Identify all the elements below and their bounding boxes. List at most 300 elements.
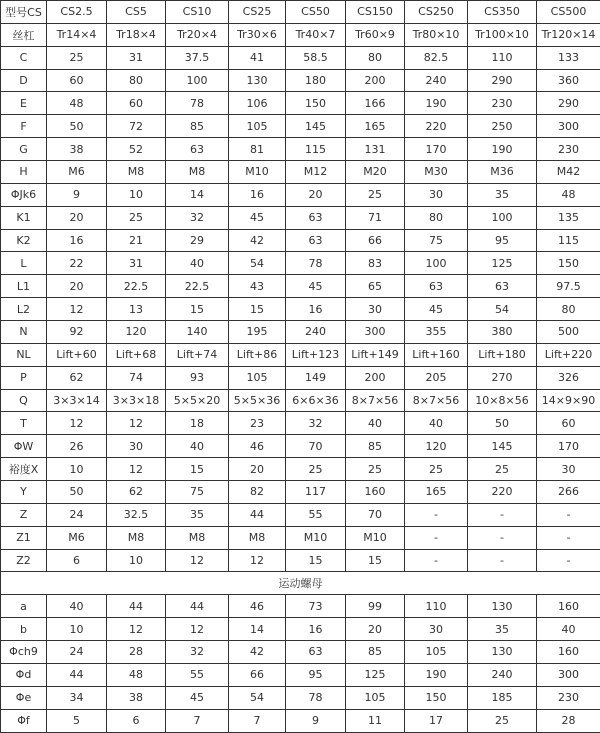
value-cell: 24	[47, 503, 107, 526]
value-cell: 18	[166, 412, 229, 435]
value-cell: 38	[107, 686, 166, 709]
value-cell: 70	[286, 435, 346, 458]
value-cell: 100	[166, 69, 229, 92]
row-label-cell: E	[1, 92, 47, 115]
value-cell: Tr120×14	[537, 23, 600, 46]
value-cell: 62	[47, 366, 107, 389]
value-cell: 3×3×14	[47, 389, 107, 412]
value-cell: 500	[537, 321, 600, 344]
table-row	[1, 138, 600, 161]
value-cell: 92	[47, 321, 107, 344]
value-cell: 12	[107, 412, 166, 435]
value-cell: 12	[47, 412, 107, 435]
value-cell: 54	[229, 252, 286, 275]
value-cell: 160	[346, 481, 405, 504]
value-cell: 22.5	[107, 275, 166, 298]
row-label-cell: Φf	[1, 709, 47, 732]
row-label-cell: H	[1, 161, 47, 184]
value-cell: Tr60×9	[346, 23, 405, 46]
value-cell: 266	[537, 481, 600, 504]
row-label-cell: Φch9	[1, 641, 47, 664]
value-cell: 48	[537, 183, 600, 206]
section-row	[1, 572, 600, 595]
value-cell: 300	[537, 115, 600, 138]
value-cell: Lift+123	[286, 343, 346, 366]
value-cell: 40	[537, 618, 600, 641]
value-cell: 25	[346, 458, 405, 481]
table-row	[1, 275, 600, 298]
value-cell: -	[468, 503, 537, 526]
value-cell: 16	[47, 229, 107, 252]
value-cell: Lift+149	[346, 343, 405, 366]
value-cell: 22	[47, 252, 107, 275]
table-row	[1, 343, 600, 366]
value-cell: Tr14×4	[47, 23, 107, 46]
table-row	[1, 526, 600, 549]
table-row	[1, 435, 600, 458]
value-cell: 230	[537, 686, 600, 709]
value-cell: 20	[346, 618, 405, 641]
value-cell: 45	[405, 298, 468, 321]
value-cell: 290	[468, 69, 537, 92]
value-cell: 10	[47, 458, 107, 481]
value-cell: 355	[405, 321, 468, 344]
value-cell: 35	[166, 503, 229, 526]
value-cell: M6	[47, 161, 107, 184]
value-cell: 40	[166, 435, 229, 458]
value-cell: 15	[286, 549, 346, 572]
value-cell: 21	[107, 229, 166, 252]
value-cell: 190	[405, 92, 468, 115]
value-cell: 16	[286, 298, 346, 321]
value-cell: Lift+68	[107, 343, 166, 366]
value-cell: Lift+74	[166, 343, 229, 366]
value-cell: 5	[47, 709, 107, 732]
value-cell: 140	[166, 321, 229, 344]
value-cell: Tr20×4	[166, 23, 229, 46]
table-row	[1, 23, 600, 46]
row-label-cell: K1	[1, 206, 47, 229]
value-cell: 65	[346, 275, 405, 298]
section-title: 运动螺母	[1, 572, 600, 595]
value-cell: 14×9×90	[537, 389, 600, 412]
value-cell: 380	[468, 321, 537, 344]
value-cell: 130	[468, 641, 537, 664]
value-cell: 120	[107, 321, 166, 344]
value-cell: Lift+180	[468, 343, 537, 366]
value-cell: 16	[229, 183, 286, 206]
row-label-cell: ΦW	[1, 435, 47, 458]
value-cell: Tr30×6	[229, 23, 286, 46]
table-row	[1, 663, 600, 686]
value-cell: 44	[166, 595, 229, 618]
model-header-cell: CS25	[229, 1, 286, 24]
value-cell: 29	[166, 229, 229, 252]
value-cell: 17	[405, 709, 468, 732]
value-cell: 54	[468, 298, 537, 321]
value-cell: 50	[47, 481, 107, 504]
value-cell: 15	[346, 549, 405, 572]
value-cell: 110	[405, 595, 468, 618]
value-cell: 78	[286, 686, 346, 709]
value-cell: 12	[107, 618, 166, 641]
value-cell: 14	[166, 183, 229, 206]
value-cell: 85	[346, 435, 405, 458]
value-cell: 8×7×56	[346, 389, 405, 412]
value-cell: 63	[286, 206, 346, 229]
value-cell: M10	[229, 161, 286, 184]
value-cell: 66	[229, 663, 286, 686]
value-cell: -	[405, 549, 468, 572]
value-cell: M8	[229, 526, 286, 549]
value-cell: 93	[166, 366, 229, 389]
value-cell: 7	[229, 709, 286, 732]
row-label-cell: ΦJk6	[1, 183, 47, 206]
value-cell: 66	[346, 229, 405, 252]
value-cell: Lift+60	[47, 343, 107, 366]
model-header-cell: CS350	[468, 1, 537, 24]
value-cell: 230	[537, 138, 600, 161]
value-cell: 43	[229, 275, 286, 298]
value-cell: 62	[107, 481, 166, 504]
value-cell: 55	[166, 663, 229, 686]
value-cell: Lift+86	[229, 343, 286, 366]
value-cell: M8	[107, 526, 166, 549]
row-label-cell: F	[1, 115, 47, 138]
value-cell: 270	[468, 366, 537, 389]
table-row	[1, 69, 600, 92]
value-cell: Tr18×4	[107, 23, 166, 46]
header-label-cell: 型号CS	[1, 1, 47, 24]
value-cell: 26	[47, 435, 107, 458]
value-cell: 55	[286, 503, 346, 526]
value-cell: 15	[166, 298, 229, 321]
row-label-cell: a	[1, 595, 47, 618]
value-cell: 106	[229, 92, 286, 115]
value-cell: 145	[468, 435, 537, 458]
table-row	[1, 481, 600, 504]
value-cell: 63	[468, 275, 537, 298]
model-header-cell: CS5	[107, 1, 166, 24]
value-cell: 71	[346, 206, 405, 229]
value-cell: 170	[405, 138, 468, 161]
value-cell: 25	[107, 206, 166, 229]
value-cell: 63	[286, 229, 346, 252]
value-cell: 45	[229, 206, 286, 229]
value-cell: 97.5	[537, 275, 600, 298]
value-cell: 80	[107, 69, 166, 92]
value-cell: 34	[47, 686, 107, 709]
value-cell: 13	[107, 298, 166, 321]
value-cell: 160	[537, 595, 600, 618]
value-cell: 300	[537, 663, 600, 686]
value-cell: 30	[537, 458, 600, 481]
value-cell: 100	[405, 252, 468, 275]
value-cell: 32	[166, 206, 229, 229]
value-cell: 360	[537, 69, 600, 92]
value-cell: 44	[229, 503, 286, 526]
value-cell: 95	[468, 229, 537, 252]
value-cell: 42	[229, 229, 286, 252]
value-cell: 190	[468, 138, 537, 161]
value-cell: 12	[229, 549, 286, 572]
value-cell: M10	[286, 526, 346, 549]
table-row	[1, 252, 600, 275]
value-cell: 40	[405, 412, 468, 435]
value-cell: 30	[107, 435, 166, 458]
value-cell: 41	[229, 46, 286, 69]
value-cell: 60	[47, 69, 107, 92]
table-row	[1, 183, 600, 206]
value-cell: 105	[346, 686, 405, 709]
row-label-cell: P	[1, 366, 47, 389]
table-row	[1, 549, 600, 572]
value-cell: 78	[286, 252, 346, 275]
value-cell: M12	[286, 161, 346, 184]
value-cell: 14	[229, 618, 286, 641]
value-cell: 31	[107, 46, 166, 69]
row-label-cell: Y	[1, 481, 47, 504]
row-label-cell: L	[1, 252, 47, 275]
value-cell: 24	[47, 641, 107, 664]
row-label-cell: L1	[1, 275, 47, 298]
value-cell: 105	[229, 115, 286, 138]
table-row	[1, 115, 600, 138]
value-cell: 35	[468, 618, 537, 641]
value-cell: 63	[166, 138, 229, 161]
value-cell: 45	[286, 275, 346, 298]
table-row	[1, 229, 600, 252]
value-cell: Lift+160	[405, 343, 468, 366]
value-cell: -	[468, 549, 537, 572]
value-cell: 20	[47, 206, 107, 229]
value-cell: 63	[405, 275, 468, 298]
row-label-cell: Z	[1, 503, 47, 526]
value-cell: 160	[537, 641, 600, 664]
table-row	[1, 412, 600, 435]
value-cell: M20	[346, 161, 405, 184]
value-cell: 72	[107, 115, 166, 138]
value-cell: 145	[286, 115, 346, 138]
value-cell: 10	[47, 618, 107, 641]
value-cell: 120	[405, 435, 468, 458]
value-cell: 149	[286, 366, 346, 389]
value-cell: 220	[405, 115, 468, 138]
value-cell: 45	[166, 686, 229, 709]
value-cell: Lift+220	[537, 343, 600, 366]
table-row	[1, 298, 600, 321]
value-cell: 290	[537, 92, 600, 115]
table-row	[1, 389, 600, 412]
value-cell: 15	[229, 298, 286, 321]
value-cell: 85	[166, 115, 229, 138]
value-cell: 25	[47, 46, 107, 69]
value-cell: 150	[537, 252, 600, 275]
value-cell: 9	[286, 709, 346, 732]
value-cell: 150	[286, 92, 346, 115]
value-cell: 131	[346, 138, 405, 161]
value-cell: 50	[468, 412, 537, 435]
value-cell: 6×6×36	[286, 389, 346, 412]
value-cell: 240	[286, 321, 346, 344]
value-cell: 73	[286, 595, 346, 618]
value-cell: 20	[229, 458, 286, 481]
value-cell: 11	[346, 709, 405, 732]
value-cell: 60	[107, 92, 166, 115]
model-header-cell: CS150	[346, 1, 405, 24]
value-cell: 165	[346, 115, 405, 138]
value-cell: M8	[166, 526, 229, 549]
value-cell: 8×7×56	[405, 389, 468, 412]
value-cell: 54	[229, 686, 286, 709]
value-cell: 32	[166, 641, 229, 664]
value-cell: 117	[286, 481, 346, 504]
value-cell: 12	[47, 298, 107, 321]
value-cell: M8	[107, 161, 166, 184]
value-cell: 250	[468, 115, 537, 138]
value-cell: 105	[229, 366, 286, 389]
value-cell: 48	[47, 92, 107, 115]
value-cell: 85	[346, 641, 405, 664]
table-row	[1, 641, 600, 664]
row-label-cell: K2	[1, 229, 47, 252]
value-cell: M10	[346, 526, 405, 549]
value-cell: -	[537, 526, 600, 549]
value-cell: 205	[405, 366, 468, 389]
value-cell: 75	[405, 229, 468, 252]
value-cell: 150	[405, 686, 468, 709]
row-label-cell: G	[1, 138, 47, 161]
value-cell: -	[405, 503, 468, 526]
value-cell: M42	[537, 161, 600, 184]
value-cell: 80	[537, 298, 600, 321]
value-cell: 115	[537, 229, 600, 252]
table-row	[1, 709, 600, 732]
value-cell: Tr100×10	[468, 23, 537, 46]
row-label-cell: Φe	[1, 686, 47, 709]
value-cell: -	[468, 526, 537, 549]
value-cell: 25	[346, 183, 405, 206]
value-cell: 135	[537, 206, 600, 229]
value-cell: 110	[468, 46, 537, 69]
value-cell: 200	[346, 366, 405, 389]
row-label-cell: T	[1, 412, 47, 435]
value-cell: 125	[346, 663, 405, 686]
header-row	[1, 1, 600, 24]
value-cell: 200	[346, 69, 405, 92]
value-cell: 82.5	[405, 46, 468, 69]
row-label-cell: L2	[1, 298, 47, 321]
value-cell: 78	[166, 92, 229, 115]
value-cell: 63	[286, 641, 346, 664]
value-cell: 42	[229, 641, 286, 664]
value-cell: 28	[107, 641, 166, 664]
value-cell: 300	[346, 321, 405, 344]
value-cell: 31	[107, 252, 166, 275]
row-label-cell: C	[1, 46, 47, 69]
value-cell: 30	[405, 183, 468, 206]
value-cell: 50	[47, 115, 107, 138]
value-cell: 25	[286, 458, 346, 481]
value-cell: 99	[346, 595, 405, 618]
value-cell: 60	[537, 412, 600, 435]
row-label-cell: Φd	[1, 663, 47, 686]
value-cell: 35	[468, 183, 537, 206]
value-cell: 230	[468, 92, 537, 115]
value-cell: 40	[346, 412, 405, 435]
value-cell: 25	[468, 458, 537, 481]
value-cell: 6	[107, 709, 166, 732]
value-cell: 185	[468, 686, 537, 709]
value-cell: 30	[346, 298, 405, 321]
value-cell: 240	[405, 69, 468, 92]
value-cell: 44	[107, 595, 166, 618]
table-row	[1, 595, 600, 618]
model-header-cell: CS50	[286, 1, 346, 24]
value-cell: 46	[229, 435, 286, 458]
value-cell: 165	[405, 481, 468, 504]
value-cell: 10	[107, 183, 166, 206]
value-cell: 3×3×18	[107, 389, 166, 412]
model-header-cell: CS500	[537, 1, 600, 24]
value-cell: 190	[405, 663, 468, 686]
table-row	[1, 92, 600, 115]
value-cell: 133	[537, 46, 600, 69]
model-header-cell: CS250	[405, 1, 468, 24]
table-row	[1, 458, 600, 481]
value-cell: 23	[229, 412, 286, 435]
value-cell: 7	[166, 709, 229, 732]
value-cell: 12	[107, 458, 166, 481]
value-cell: 5×5×20	[166, 389, 229, 412]
table-row	[1, 366, 600, 389]
value-cell: 30	[405, 618, 468, 641]
value-cell: 326	[537, 366, 600, 389]
row-label-cell: b	[1, 618, 47, 641]
table-row	[1, 46, 600, 69]
value-cell: 52	[107, 138, 166, 161]
value-cell: 5×5×36	[229, 389, 286, 412]
table-row	[1, 503, 600, 526]
value-cell: 44	[47, 663, 107, 686]
value-cell: 220	[468, 481, 537, 504]
value-cell: 195	[229, 321, 286, 344]
value-cell: Tr40×7	[286, 23, 346, 46]
value-cell: 83	[346, 252, 405, 275]
value-cell: 82	[229, 481, 286, 504]
value-cell: 12	[166, 549, 229, 572]
value-cell: 37.5	[166, 46, 229, 69]
table-row	[1, 686, 600, 709]
value-cell: 180	[286, 69, 346, 92]
row-label-cell: NL	[1, 343, 47, 366]
value-cell: 81	[229, 138, 286, 161]
row-label-cell: N	[1, 321, 47, 344]
value-cell: 70	[346, 503, 405, 526]
value-cell: 100	[468, 206, 537, 229]
value-cell: 58.5	[286, 46, 346, 69]
value-cell: 38	[47, 138, 107, 161]
row-label-cell: D	[1, 69, 47, 92]
model-header-cell: CS10	[166, 1, 229, 24]
value-cell: 6	[47, 549, 107, 572]
value-cell: 40	[166, 252, 229, 275]
value-cell: 32	[286, 412, 346, 435]
value-cell: -	[405, 526, 468, 549]
value-cell: 74	[107, 366, 166, 389]
row-label-cell: Q	[1, 389, 47, 412]
value-cell: 25	[405, 458, 468, 481]
